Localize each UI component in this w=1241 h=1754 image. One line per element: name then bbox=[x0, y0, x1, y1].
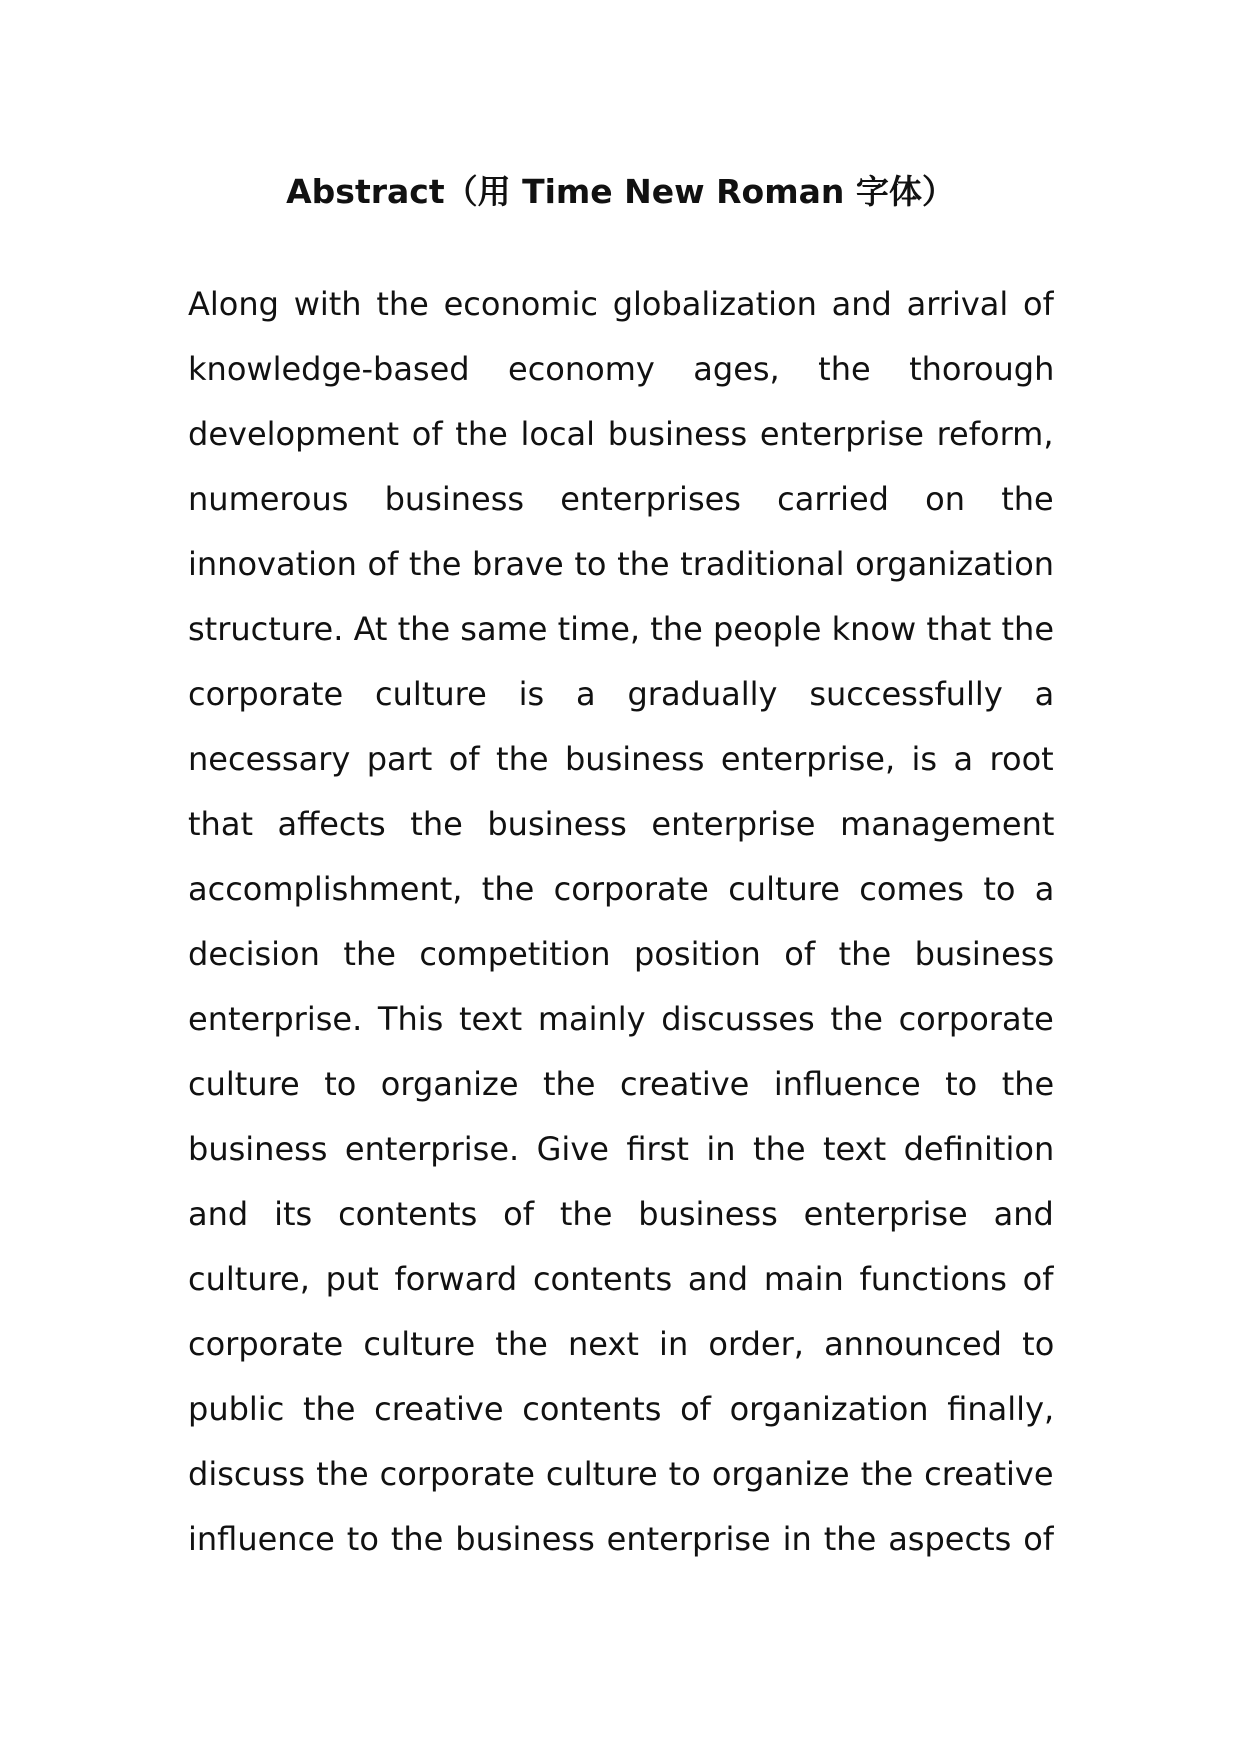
abstract-title: Abstract（用 Time New Roman 字体） bbox=[286, 172, 955, 211]
abstract-line: numerous business enterprises carried on the bbox=[188, 480, 1054, 518]
abstract-line: culture to organize the creative influence to the bbox=[188, 1065, 1054, 1103]
abstract-line: public the creative contents of organization finally, bbox=[188, 1390, 1054, 1428]
abstract-line: accomplishment, the corporate culture comes to a bbox=[188, 870, 1054, 908]
abstract-line: knowledge-based economy ages, the thorough bbox=[188, 350, 1054, 388]
abstract-line: innovation of the brave to the traditional organization bbox=[188, 545, 1054, 583]
abstract-line: corporate culture is a gradually successfully a bbox=[188, 675, 1054, 713]
abstract-line: Along with the economic globalization and arrival of bbox=[188, 285, 1054, 323]
abstract-line: necessary part of the business enterprise, is a root bbox=[188, 740, 1054, 778]
abstract-line: culture, put forward contents and main functions of bbox=[188, 1260, 1054, 1298]
abstract-line: decision the competition position of the business bbox=[188, 935, 1054, 973]
abstract-line: and its contents of the business enterprise and bbox=[188, 1195, 1054, 1233]
abstract-line: development of the local business enterprise reform, bbox=[188, 415, 1054, 453]
abstract-line: business enterprise. Give first in the text definition bbox=[188, 1130, 1054, 1168]
abstract-line: corporate culture the next in order, announced to bbox=[188, 1325, 1054, 1363]
abstract-body bbox=[188, 272, 1054, 1572]
abstract-line: discuss the corporate culture to organize the creative bbox=[188, 1455, 1054, 1493]
abstract-line: structure. At the same time, the people know that the bbox=[188, 610, 1054, 648]
abstract-line: enterprise. This text mainly discusses the corporate bbox=[188, 1000, 1054, 1038]
abstract-line: influence to the business enterprise in the aspects of bbox=[188, 1520, 1054, 1558]
abstract-line: that affects the business enterprise management bbox=[188, 805, 1054, 843]
